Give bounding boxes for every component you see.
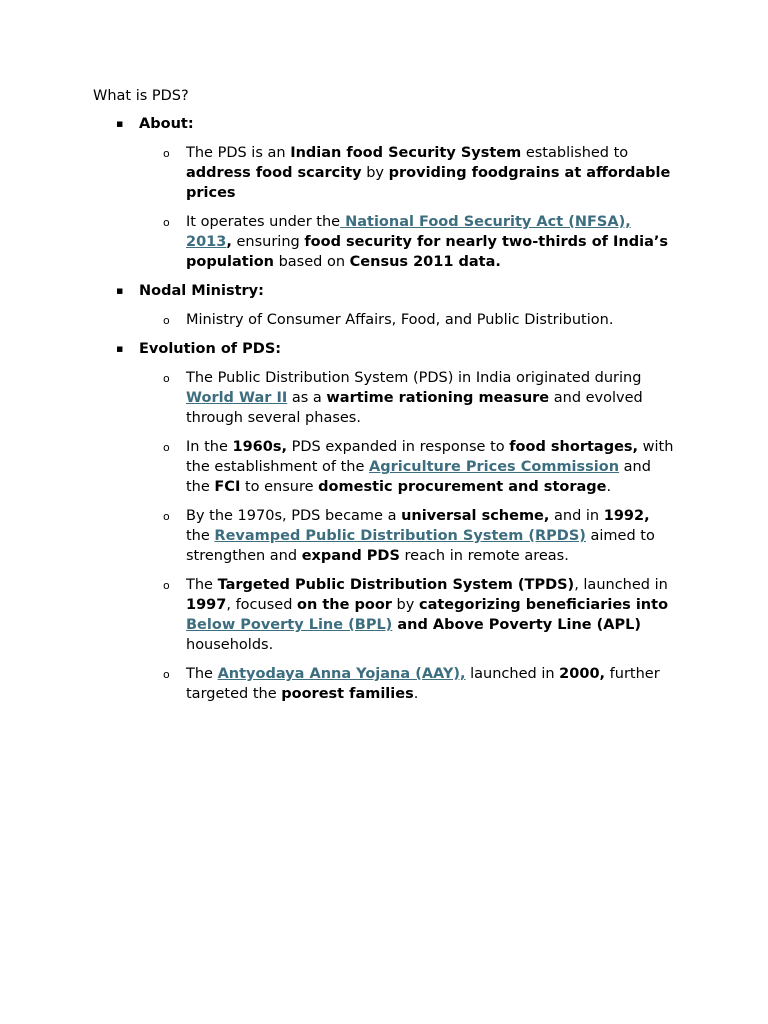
square-bullet-icon: ▪ [116,117,124,130]
bold-text: 2000, [559,666,606,682]
body-text: It operates under the [186,214,341,230]
section-heading: Evolution of PDS: [139,341,282,357]
section-list [93,114,768,704]
bold-text: food security for nearly two-thirds of India’s population [186,234,669,270]
sub-bullet-item [139,506,674,566]
sub-bullet-item [139,368,674,428]
body-text: by [361,165,389,181]
body-text: , launched in [574,577,668,593]
body-text: reach in remote areas. [399,548,569,564]
bold-text: 1960s, [232,439,287,455]
bold-text: on the poor [297,597,392,613]
body-text: and the [186,459,651,495]
bold-text: address food scarcity [186,165,362,181]
hyperlink[interactable]: World War II [186,390,288,406]
sub-bullet-item [139,664,674,704]
square-bullet-icon: ▪ [116,284,124,297]
body-text: launched in [465,666,560,682]
bold-text: Targeted Public Distribution System (TPDS) [217,577,575,593]
body-text: PDS expanded in response to [286,439,510,455]
hyperlink[interactable]: Below Poverty Line (BPL) [186,617,393,633]
bold-text: domestic procurement and storage [318,479,607,495]
circle-bullet-icon: o [163,579,170,592]
hyperlink[interactable]: Revamped Public Distribution System (RPDS) [214,528,586,544]
body-text: , focused [226,597,298,613]
body-text: ensuring [231,234,305,250]
hyperlink[interactable]: National Food Security Act (NFSA), 2013 [186,214,631,250]
body-text: In the [186,439,233,455]
body-text: Ministry of Consumer Affairs, Food, and Public Distribution. [186,312,614,328]
body-text: The PDS is an [186,145,291,161]
body-text: established to [521,145,629,161]
circle-bullet-icon: o [163,372,170,385]
bold-text: Indian food Security System [290,145,522,161]
bold-text: expand PDS [301,548,400,564]
body-text: the [186,528,215,544]
sub-bullet-item [139,575,674,655]
sub-bullet-item [139,437,674,497]
bold-text: FCI [214,479,241,495]
hyperlink[interactable]: Antyodaya Anna Yojana (AAY), [217,666,466,682]
body-text: and evolved through several phases. [186,390,643,426]
sub-bullet-item [139,143,674,203]
circle-bullet-icon: o [163,510,170,523]
sub-bullet-item [139,212,674,272]
section-heading: Nodal Ministry: [139,283,264,299]
bold-text: universal scheme, [401,508,550,524]
body-text: . [413,686,419,702]
sub-bullet-list [139,143,768,272]
bold-text: categorizing beneficiaries into [418,597,669,613]
sub-bullet-list [139,310,768,330]
circle-bullet-icon: o [163,314,170,327]
bold-text: food shortages, [509,439,639,455]
body-text: The [186,666,218,682]
square-bullet-icon: ▪ [116,342,124,355]
body-text: further targeted the [186,666,660,702]
circle-bullet-icon: o [163,668,170,681]
section-heading: About: [139,116,194,132]
section-item [93,339,768,704]
bold-text: and Above Poverty Line (APL) [392,617,642,633]
section-item [93,281,768,330]
sub-bullet-item [139,310,674,330]
body-text: . [606,479,612,495]
bold-text: wartime rationing measure [326,390,550,406]
sub-bullet-list [139,368,768,704]
circle-bullet-icon: o [163,147,170,160]
body-text: households. [186,637,274,653]
body-text: The Public Distribution System (PDS) in India originated during [186,370,642,386]
body-text: By the 1970s, PDS became a [186,508,402,524]
bold-text: 1992, [603,508,650,524]
body-text: by [391,597,419,613]
hyperlink[interactable]: Agriculture Prices Commission [368,459,620,475]
body-text: as a [287,390,327,406]
bold-text: 1997 [186,597,227,613]
bold-text: , [226,234,232,250]
bold-text: poorest families [281,686,414,702]
document-title: What is PDS? [93,88,189,104]
bold-text: providing foodgrains at affordable prices [186,165,671,201]
body-text: based on [273,254,350,270]
body-text: with the establishment of the [186,439,674,475]
body-text: aimed to strengthen and [186,528,655,564]
body-text: The [186,577,218,593]
section-item [93,114,768,272]
circle-bullet-icon: o [163,441,170,454]
circle-bullet-icon: o [163,216,170,229]
bold-text: Census 2011 data. [349,254,501,270]
body-text: to ensure [240,479,319,495]
body-text: and in [549,508,604,524]
